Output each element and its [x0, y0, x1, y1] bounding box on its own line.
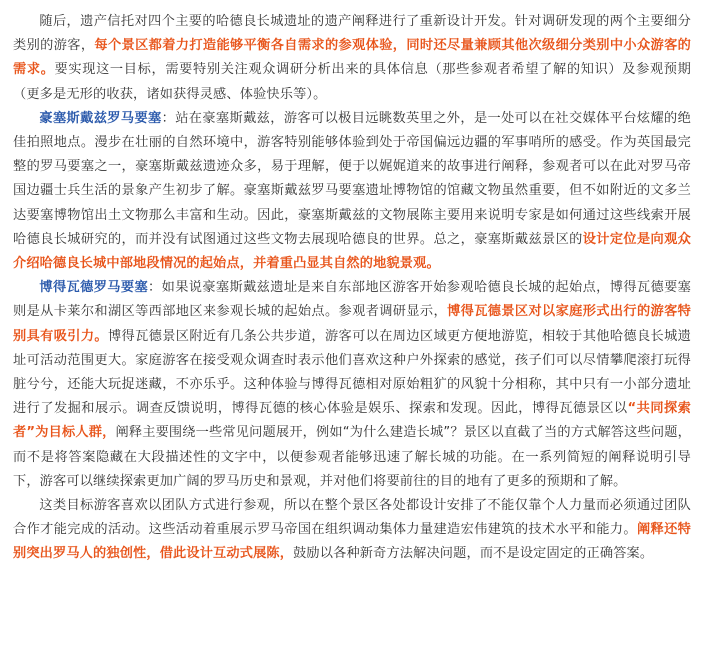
text-run: 随后，遗产信托对四个主要的哈德良长城遗址的遗产阐释进行了重新设计开发。针对调研发现的两个主要细分类别的游客，	[13, 14, 691, 54]
highlight-text: 阐释还特别突出罗马人的独创性，借此设计互动式展陈，	[13, 522, 691, 562]
paragraph-birdoswald	[13, 276, 691, 494]
paragraph-team-visitors	[13, 494, 691, 567]
text-run: 博得瓦德景区附近有几条公共步道，游客可以在周边区域更方便地游览，相较于其他哈德良长城遗址可活动范围更大。家庭游客在接受观众调查时表示他们喜欢这种户外探索的感觉，孩子们可以尽情攀爬滚打玩得脏兮兮，还能大玩捉迷藏，不亦乐乎。这种体验与博得瓦德相对原始粗犷的风貌十分相称，其中只有一小部分遗址进行了发掘和展示。调查反馈说明，博得瓦德的核心体验是娱乐、探索和发现。因此，博得瓦德景区以	[13, 328, 691, 417]
highlight-text: “共同探索者”为目标人群，	[13, 401, 691, 441]
text-run: ：如果说豪塞斯戴兹遗址是来自东部地区游客开始参观哈德良长城的起始点，博得瓦德要塞则是从卡莱尔和湖区等西部地区来参观长城的起始点。参观者调研显示，	[13, 280, 691, 320]
section-heading-birdoswald: 博得瓦德罗马要塞	[39, 280, 149, 296]
text-run: 这类目标游客喜欢以团队方式进行参观，所以在整个景区各处都设计安排了不能仅靠个人力量而必须通过团队合作才能完成的活动。这些活动着重展示罗马帝国在组织调动集体力量建造宏伟建筑的技术水平和能力。	[13, 498, 691, 538]
section-heading-housesteads: 豪塞斯戴兹罗马要塞	[39, 110, 162, 126]
text-run: 阐释主要围绕一些常见问题展开，例如“为什么建造长城”？景区以直截了当的方式解答这些问题，而不是将答案隐藏在大段描述性的文字中，以便参观者能够迅速了解长城的功能。在一系列简短的阐释说明引导下，游客可以继续探索更加广阔的罗马历史和景观，并对他们将要前往的目的地有了更多的预期和了解。	[13, 425, 691, 489]
highlight-text: 每个景区都着力打造能够平衡各自需求的参观体验，同时还尽量兼顾其他次级细分类别中小众游客的需求。	[13, 38, 691, 78]
paragraph-intro	[13, 10, 691, 107]
highlight-text: 博得瓦德景区对以家庭形式出行的游客特别具有吸引力。	[13, 304, 691, 344]
paragraph-housesteads	[13, 107, 691, 276]
highlight-text: 设计定位是向观众介绍哈德良长城中部地段情况的起始点，并着重凸显其自然的地貌景观。	[13, 231, 692, 272]
text-run: 要实现这一目标，需要特别关注观众调研分析出来的具体信息（那些参观者希望了解的知识）及参观预期（更多是无形的收获，诸如获得灵感、体验快乐等）。	[13, 62, 691, 102]
text-run: ：站在豪塞斯戴兹，游客可以极目远眺数英里之外，是一处可以在社交媒体平台炫耀的绝佳拍照地点。漫步在壮丽的自然环境中，游客特别能够体验到处于帝国偏远边疆的军事哨所的感受。作为英国最完整的罗马要塞之一，豪塞斯戴兹遗迹众多，易于理解，便于以娓娓道来的故事进行阐释，参观者可以在此对罗马帝国边疆士兵生活的景象产生初步了解。豪塞斯戴兹罗马要塞遗址博物馆的馆藏文物虽然重要，但不如附近的文多兰达要塞博物馆出土文物那么丰富和生动。因此，豪塞斯戴兹的文物展陈主要用来说明专家是如何通过这些线索开展哈德良长城研究的，而并没有试图通过这些文物去展现哈德良的世界。总之，豪塞斯戴兹景区的	[13, 110, 691, 247]
text-run: 鼓励以各种新奇方法解决问题，而不是设定固定的正确答案。	[293, 546, 654, 562]
